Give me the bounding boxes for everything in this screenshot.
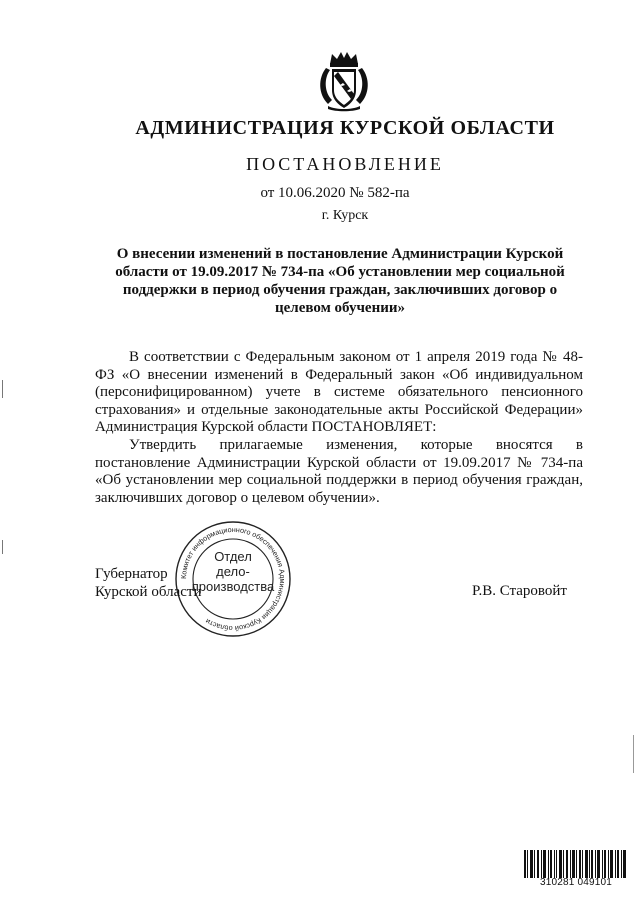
stamp-ring-text: Комитет информационного обеспечения Администрации Курской области: [178, 524, 288, 634]
stamp-line: дело-: [216, 564, 250, 579]
paragraph-text: В соответствии с Федеральным законом от 1 апреля 2019 года № 48-ФЗ «О внесении изменений в Федеральный закон «Об индивидуальном (персонифицированном) учете в системе обязательного пенсионного страхования» и отдельные законодательные акты Российской Федерации» Администрация Курской области ПОСТАНОВЛЯЕТ:: [95, 349, 583, 435]
organization-title: АДМИНИСТРАЦИЯ КУРСКОЙ ОБЛАСТИ: [135, 117, 555, 139]
document-type: ПОСТАНОВЛЕНИЕ: [246, 154, 444, 174]
document-city: г. Курск: [321, 208, 369, 223]
signatory-name: Р.В. Старовойт: [472, 583, 567, 599]
subject-line: О внесении изменений в постановление Администрации Курской: [116, 246, 564, 262]
body-paragraph-resolution: [95, 437, 583, 507]
barcode-number: 310281 049101: [539, 877, 613, 888]
document-date-number: от 10.06.2020 № 582-па: [260, 185, 410, 201]
paragraph-text: Утвердить прилагаемые изменения, которые вносятся в постановление Администрации Курской области от 19.09.2017 № 734-па «Об установлении мер социальной поддержки в период обучения граждан, заключивших договор о целевом обучении».: [95, 437, 583, 506]
scan-edge-mark: [633, 735, 634, 773]
subject-line: области от 19.09.2017 № 734-па «Об установлении мер социальной: [115, 264, 565, 280]
kursk-coat-of-arms-icon: [316, 50, 372, 112]
position-line: Курской области: [95, 584, 202, 600]
barcode: [524, 850, 626, 878]
position-line: Губернатор: [95, 566, 168, 582]
subject-line: целевом обучении»: [274, 300, 406, 316]
document-subject: [100, 245, 580, 317]
scan-edge-mark: [2, 540, 3, 554]
subject-line: поддержки в период обучения граждан, заключивших договор о: [122, 282, 558, 298]
signatory-position: [95, 565, 201, 601]
stamp-line: Отдел: [214, 549, 252, 564]
body-paragraph-preamble: [95, 349, 583, 437]
stamp-line: производства: [191, 579, 275, 594]
scan-edge-mark: [2, 380, 3, 398]
